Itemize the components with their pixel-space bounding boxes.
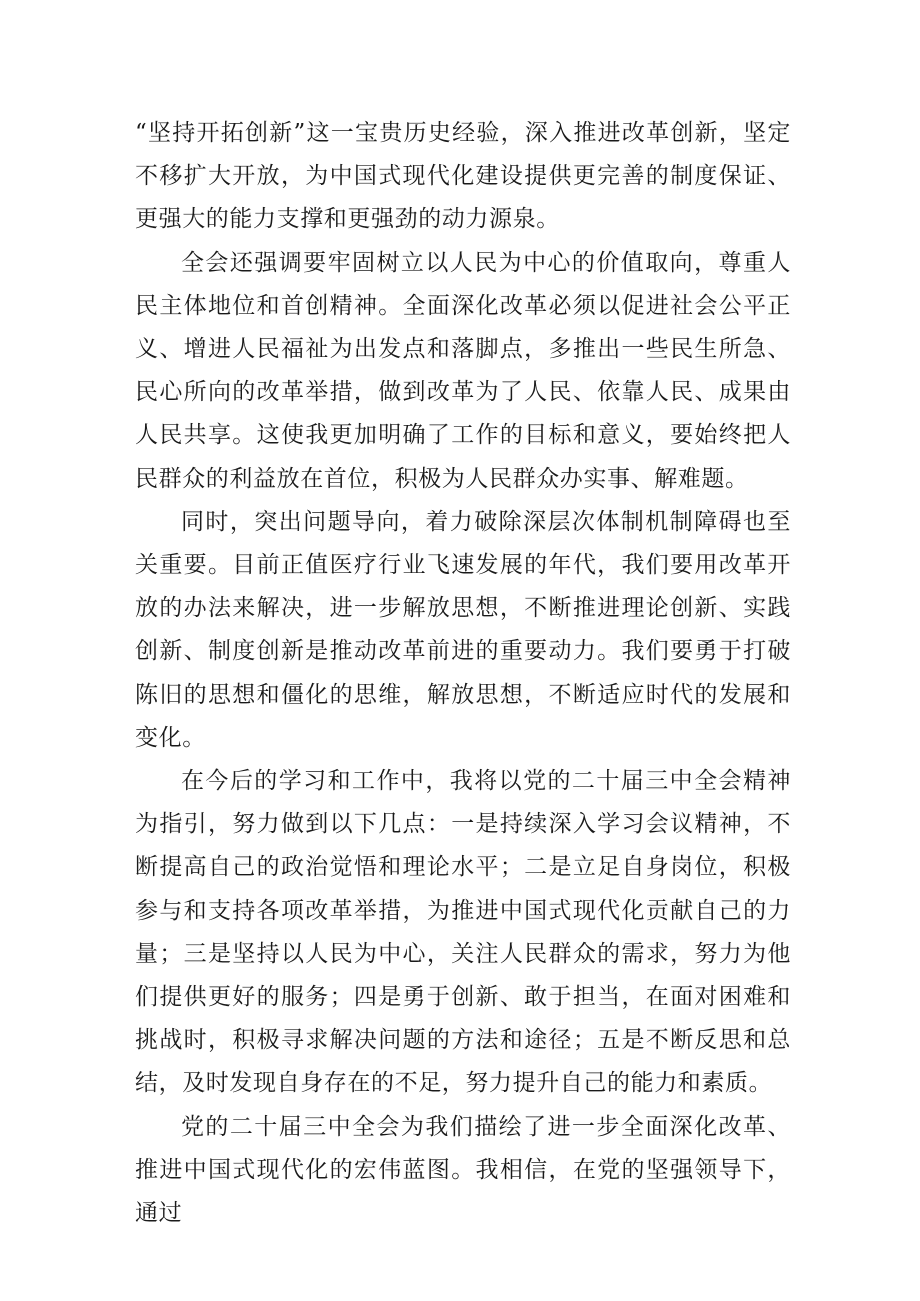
- paragraph: 全会还强调要牢固树立以人民为中心的价值取向，尊重人民主体地位和首创精神。全面深化改革必须以促进社会公平正义、增进人民福祉为出发点和落脚点，多推出一些民生所急、民心所向的改革举措，做到改革为了人民、依靠人民、成果由人民共享。这使我更加明确了工作的目标和意义，要始终把人民群众的利益放在首位，积极为人民群众办实事、解难题。: [135, 249, 791, 492]
- paragraph: 党的二十届三中全会为我们描绘了进一步全面深化改革、推进中国式现代化的宏伟蓝图。我相信，在党的坚强领导下，通过: [135, 1113, 791, 1227]
- paragraph-continuation: “坚持开拓创新”这一宝贵历史经验，深入推进改革创新，坚定不移扩大开放，为中国式现代化建设提供更完善的制度保证、更强大的能力支撑和更强劲的动力源泉。: [135, 120, 791, 233]
- document-body: [135, 112, 791, 1235]
- paragraph: 同时，突出问题导向，着力破除深层次体制机制障碍也至关重要。目前正值医疗行业飞速发展的年代，我们要用改革开放的办法来解决，进一步解放思想，不断推进理论创新、实践创新、制度创新是推动改革前进的重要动力。我们要勇于打破陈旧的思想和僵化的思维，解放思想，不断适应时代的发展和变化。: [135, 508, 791, 751]
- paragraph: 在今后的学习和工作中，我将以党的二十届三中全会精神为指引，努力做到以下几点：一是持续深入学习会议精神，不断提高自己的政治觉悟和理论水平；二是立足自身岗位，积极参与和支持各项改革举措，为推进中国式现代化贡献自己的力量；三是坚持以人民为中心，关注人民群众的需求，努力为他们提供更好的服务；四是勇于创新、敢于担当，在面对困难和挑战时，积极寻求解决问题的方法和途径；五是不断反思和总结，及时发现自身存在的不足，努力提升自己的能力和素质。: [135, 768, 791, 1097]
